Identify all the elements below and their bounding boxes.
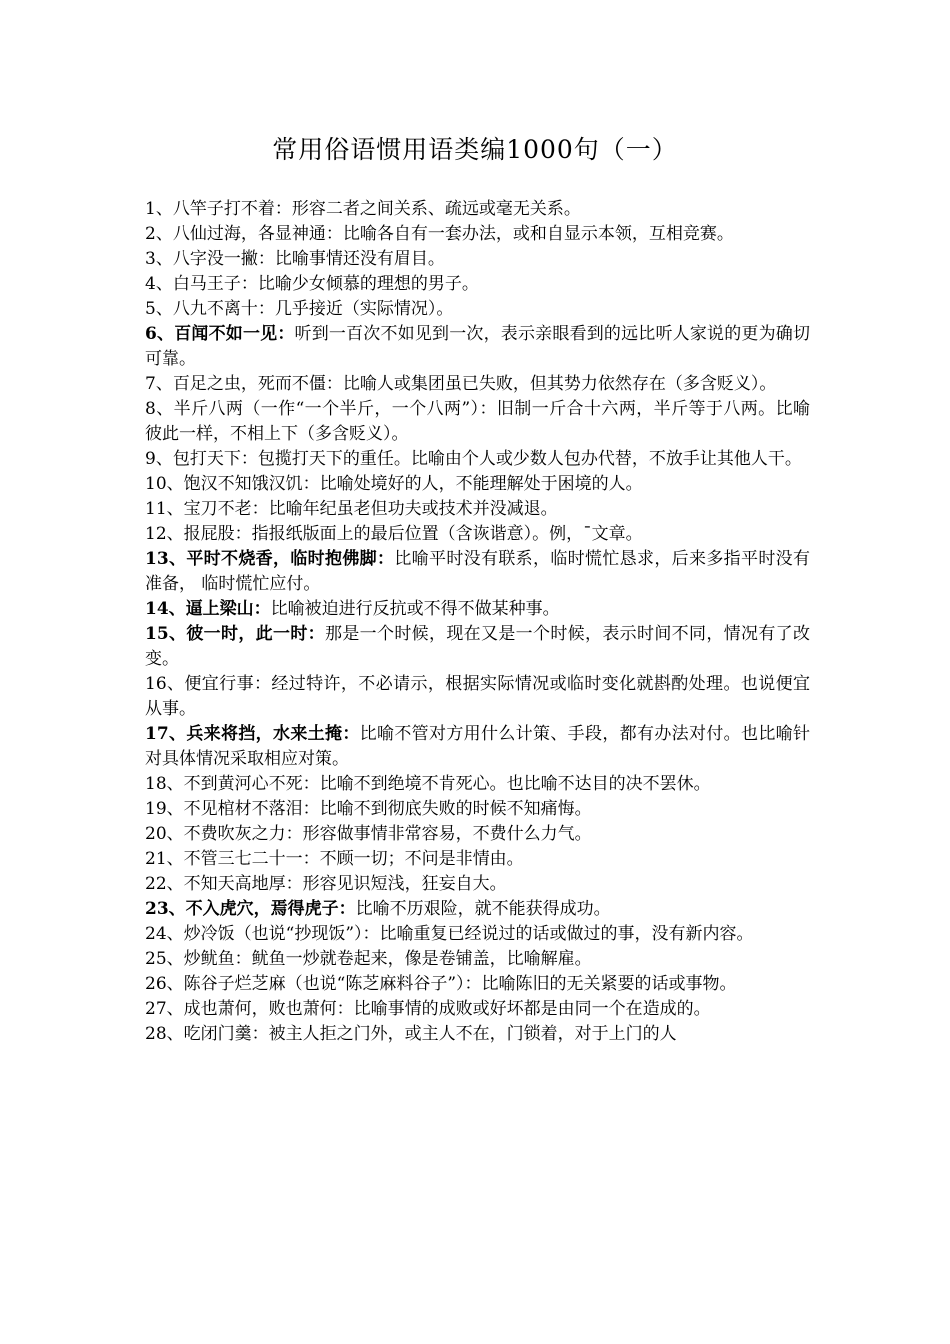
list-item	[145, 972, 810, 997]
list-item	[145, 822, 810, 847]
list-item	[145, 197, 810, 222]
list-item	[145, 397, 810, 447]
list-item	[145, 222, 810, 247]
entry-term: 9、包打天下：	[145, 449, 258, 469]
list-item	[145, 922, 810, 947]
entry-definition: 那是一个时候，现在又是一个时候，表示时间不同，情况有了改变。	[145, 624, 810, 669]
entry-definition: 比喻不到彻底失败的时候不知痛悔。	[319, 799, 592, 819]
list-item	[145, 872, 810, 897]
entry-definition: 比喻少女倾慕的理想的男子。	[257, 274, 479, 294]
entry-definition: 比喻重复已经说过的话或做过的事，没有新内容。	[379, 924, 754, 944]
entry-term: 2、八仙过海，各显神通：	[145, 224, 343, 244]
list-item	[145, 297, 810, 322]
entry-definition: 旧制一斤合十六两，半斤等于八两。比喻彼此一样，不相上下（多含贬义）。	[145, 399, 810, 444]
entry-definition: 听到一百次不如见到一次，表示亲眼看到的远比听人家说的更为确切可靠。	[145, 324, 810, 369]
entry-definition: 比喻事情还没有眉目。	[274, 249, 445, 269]
entry-definition: 比喻事情的成败或好坏都是由同一个在造成的。	[353, 999, 711, 1019]
list-item	[145, 472, 810, 497]
entry-definition: 指报纸版面上的最后位置（含诙谐意）。例，¯文章。	[251, 524, 643, 544]
entry-term: 5、八九不离十：	[145, 299, 275, 319]
entry-term: 4、白马王子：	[145, 274, 258, 294]
entry-definition: 比喻不管对方用什么计策、手段，都有办法对付。也比喻针对具体情况采取相应对策。	[145, 724, 810, 769]
entry-term: 24、炒冷饭（也说“抄现饭”）：	[145, 924, 380, 944]
list-item	[145, 1022, 810, 1047]
entry-term: 1、八竿子打不着：	[145, 199, 292, 219]
entry-definition: 比喻年纪虽老但功夫或技术并没减退。	[268, 499, 558, 519]
entry-term: 17、兵来将挡，水来土掩：	[145, 724, 360, 744]
entry-term: 22、不知天高地厚：	[145, 874, 303, 894]
list-item	[145, 947, 810, 972]
entry-term: 23、不入虎穴，焉得虎子：	[145, 899, 356, 919]
entry-definition: 被主人拒之门外，或主人不在，门锁着，对于上门的人	[268, 1024, 677, 1044]
list-item	[145, 247, 810, 272]
list-item	[145, 497, 810, 522]
list-item	[145, 522, 810, 547]
list-item	[145, 272, 810, 297]
entry-definition: 比喻平时没有联系，临时慌忙恳求，后来多指平时没有准备， 临时慌忙应付。	[145, 549, 810, 594]
entry-list	[145, 197, 810, 1047]
list-item	[145, 772, 810, 797]
entry-definition: 形容做事情非常容易，不费什么力气。	[302, 824, 592, 844]
list-item	[145, 622, 810, 672]
list-item	[145, 997, 810, 1022]
entry-term: 20、不费吹灰之力：	[145, 824, 303, 844]
entry-term: 19、不见棺材不落泪：	[145, 799, 320, 819]
entry-term: 21、不管三七二十一：	[145, 849, 320, 869]
entry-term: 15、彼一时，此一时：	[145, 624, 325, 644]
entry-term: 26、陈谷子烂芝麻（也说“陈芝麻料谷子”）：	[145, 974, 482, 994]
list-item	[145, 897, 810, 922]
list-item	[145, 322, 810, 372]
list-item	[145, 597, 810, 622]
entry-term: 28、吃闭门羹：	[145, 1024, 269, 1044]
entry-term: 14、逼上梁山：	[145, 599, 271, 619]
entry-definition: 经过特许，不必请示，根据实际情况或临时变化就斟酌处理。也说便宜从事。	[145, 674, 811, 719]
entry-term: 13、平时不烧香，临时抱佛脚：	[145, 549, 395, 569]
entry-term: 18、不到黄河心不死：	[145, 774, 320, 794]
list-item	[145, 722, 810, 772]
entry-term: 25、炒鱿鱼：	[145, 949, 252, 969]
entry-definition: 比喻各自有一套办法，或和自显示本领，互相竞赛。	[342, 224, 734, 244]
entry-definition: 比喻不到绝境不肯死心。也比喻不达目的决不罢休。	[319, 774, 711, 794]
entry-definition: 比喻不历艰险，就不能获得成功。	[355, 899, 611, 919]
list-item	[145, 547, 810, 597]
entry-term: 3、八字没一撇：	[145, 249, 275, 269]
entry-term: 8、半斤八两（一作“一个半斤，一个八两”）：	[145, 399, 497, 419]
entry-term: 27、成也萧何，败也萧何：	[145, 999, 354, 1019]
entry-definition: 比喻处境好的人，不能理解处于困境的人。	[319, 474, 643, 494]
entry-definition: 不顾一切；不问是非情由。	[319, 849, 524, 869]
entry-definition: 鱿鱼一炒就卷起来，像是卷铺盖，比喻解雇。	[251, 949, 592, 969]
entry-term: 7、百足之虫，死而不僵：	[145, 374, 343, 394]
list-item	[145, 372, 810, 397]
entry-definition: 比喻被迫进行反抗或不得不做某种事。	[270, 599, 560, 619]
list-item	[145, 672, 810, 722]
entry-term: 12、报屁股：	[145, 524, 252, 544]
entry-definition: 几乎接近（实际情况）。	[274, 299, 454, 319]
entry-definition: 形容二者之间关系、疏远或毫无关系。	[291, 199, 581, 219]
entry-definition: 形容见识短浅，狂妄自大。	[302, 874, 507, 894]
entry-term: 10、饱汉不知饿汉饥：	[145, 474, 320, 494]
entry-term: 16、便宜行事：	[145, 674, 272, 694]
list-item	[145, 797, 810, 822]
list-item	[145, 447, 810, 472]
entry-term: 6、百闻不如一见：	[145, 324, 295, 344]
entry-definition: 包揽打天下的重任。比喻由个人或少数人包办代替，不放手让其他人干。	[257, 449, 802, 469]
entry-definition: 比喻人或集团虽已失败，但其势力依然存在（多含贬义）。	[342, 374, 777, 394]
document-title: 常用俗语惯用语类编1000句（一）	[272, 135, 678, 164]
entry-definition: 比喻陈旧的无关紧要的话或事物。	[481, 974, 737, 994]
list-item	[145, 847, 810, 872]
entry-term: 11、宝刀不老：	[145, 499, 269, 519]
